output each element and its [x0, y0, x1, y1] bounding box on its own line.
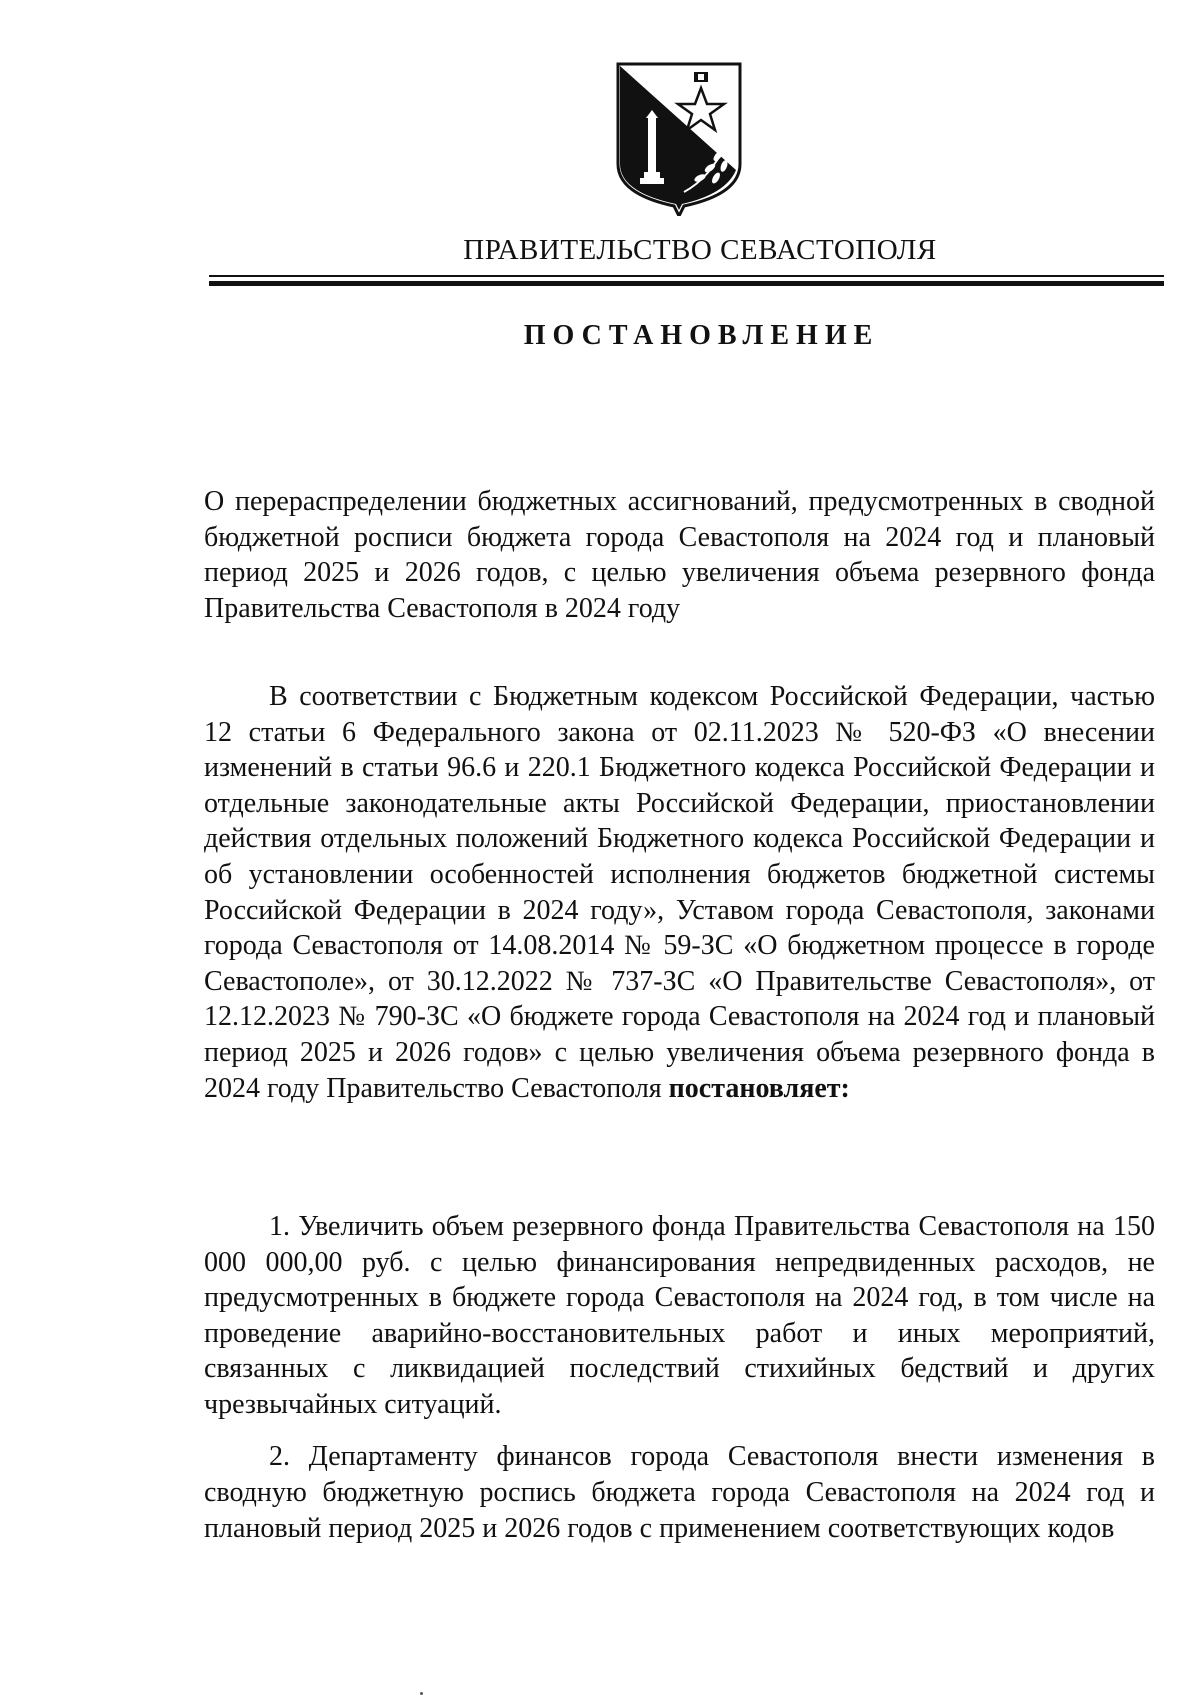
- scan-mark: [420, 1692, 423, 1695]
- resolves-keyword: постановляет:: [668, 1072, 850, 1104]
- header-rule-thin: [209, 275, 1164, 277]
- document-type-heading: ПОСТАНОВЛЕНИЕ: [523, 320, 880, 351]
- sevastopol-coat-of-arms-icon: [614, 60, 744, 216]
- clause-2: 2. Департаменту финансов города Севастополя внести изменения в сводную бюджетную роспись бюджета города Севастополя на 2024 год и плановый период 2025 и 2026 годов с применением соответствующих кодов: [204, 1441, 1155, 1544]
- preamble-paragraph: [204, 679, 1155, 1106]
- preamble-text: В соответствии с Бюджетным кодексом Российской Федерации, частью 12 статьи 6 Федерального закона от 02.11.2023 № 520-ФЗ «О внесении изменений в статьи 96.6 и 220.1 Бюджетного кодекса Российской Федерации и отдельные законодательные акты Российской Федерации, приостановлении действия отдельных положений Бюджетного кодекса Российской Федерации и об установлении особенностей исполнения бюджетов бюджетной системы Российской Федерации в 2024 году», Уставом города Севастополя, законами города Севастополя от 14.08.2014 № 59-ЗС «О бюджетном процессе в городе Севастополе», от 30.12.2022 № 737-ЗС «О Правительстве Севастополя», от 12.12.2023 № 790-ЗС «О бюджете города Севастополя на 2024 год и плановый период 2025 и 2026 годов» с целью увеличения объема резервного фонда в 2024 году Правительство Севастополя: [204, 681, 1155, 1104]
- organization-title: ПРАВИТЕЛЬСТВО СЕВАСТОПОЛЯ: [463, 234, 937, 266]
- clause-1: 1. Увеличить объем резервного фонда Правительства Севастополя на 150 000 000,00 руб. с целью финансирования непредвиденных расходов, не предусмотренных в бюджете города Севастополя на 2024 год, в том числе на проведение аварийно-восстановительных работ и иных мероприятий, связанных с ликвидацией последствий стихийных бедствий и других чрезвычайных ситуаций.: [204, 1211, 1155, 1420]
- resolution-subject: О перераспределении бюджетных ассигнований, предусмотренных в сводной бюджетной росписи бюджета города Севастополя на 2024 год и плановый период 2025 и 2026 годов, с целью увеличения объема резервного фонда Правительства Севастополя в 2024 году: [204, 486, 1155, 624]
- header-rule-thick: [209, 281, 1164, 286]
